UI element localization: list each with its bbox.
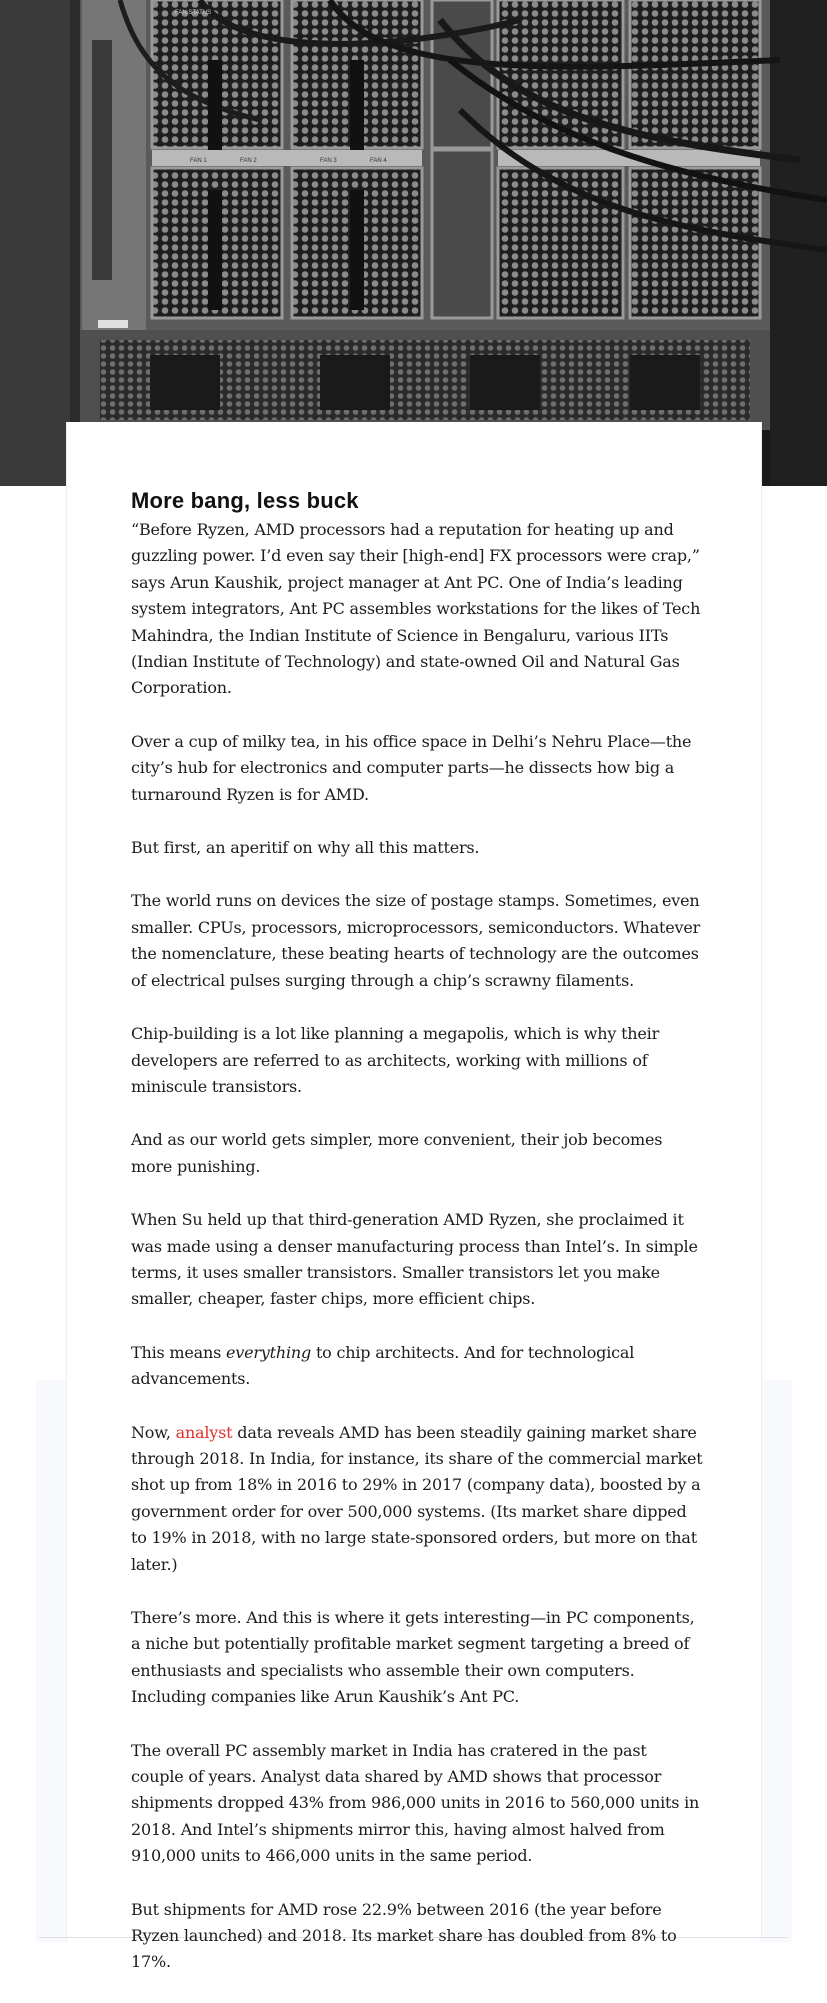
- paragraph-9-text-a: Now,: [131, 1422, 176, 1442]
- fan-label-2: FAN 2: [240, 158, 257, 164]
- fan-label-1: FAN 1: [190, 158, 207, 164]
- paragraph-11: The overall PC assembly market in India has cratered in the past couple of years. Analyst data shared by AMD shows that processor shipments dropped 43% from 986,000 units in 2016 to 560,000 units in 2018. And Intel’s shipments mirror this, having almost halved from 910,000 units to 466,000 units in the same period.: [131, 1740, 700, 1866]
- paragraph-8: [131, 1340, 703, 1393]
- paragraph-12: But shipments for AMD rose 22.9% between 2016 (the year before Ryzen launched) and 2018. Its market share has doubled from 8% to 17%.: [131, 1899, 677, 1972]
- paragraph-5: Chip-building is a lot like planning a megapolis, which is why their developers are referred to as architects, working with millions of miniscule transistors.: [131, 1024, 660, 1096]
- paragraph-6: And as our world gets simpler, more convenient, their job becomes more punishing.: [131, 1130, 663, 1176]
- server-rack-photo: [0, 0, 827, 486]
- analyst-link[interactable]: analyst: [175, 1422, 233, 1442]
- section-heading: More bang, less buck: [131, 488, 359, 513]
- article-body: [131, 486, 703, 2003]
- paragraph-8-emphasis: everything: [225, 1342, 312, 1362]
- paragraph-4: The world runs on devices the size of postage stamps. Sometimes, even smaller. CPUs, processors, microprocessors, semiconductors. Whatever the nomenclature, these beating hearts of technology are the outcomes of electrical pulses surging through a chip’s scrawny filaments.: [131, 891, 701, 990]
- paragraph-1: “Before Ryzen, AMD processors had a reputation for heating up and guzzling power. I’d even say their [high-end] FX processors were crap,” says Arun Kaushik, project manager at Ant PC. One of India’s leading system integrators, Ant PC assembles workstations for the likes of Tech Mahindra, the Indian Institute of Science in Bengaluru, various IITs (Indian Institute of Technology) and state-owned Oil and Natural Gas Corporation.: [131, 520, 701, 698]
- paragraph-7: When Su held up that third-generation AMD Ryzen, she proclaimed it was made using a denser manufacturing process than Intel’s. In simple terms, it uses smaller transistors. Smaller transistors let you make smaller, cheaper, faster chips, more efficient chips.: [131, 1210, 698, 1309]
- fan-label-4: FAN 4: [370, 158, 387, 164]
- paragraph-9-text-b: data reveals AMD has been steadily gaining market share through 2018. In India, for instance, its share of the commercial market shot up from 18% in 2016 to 29% in 2017 (company data), boosted by a government order for over 500,000 systems. (Its market share dipped to 19% in 2018, with no large state-sponsored orders, but more on that later.): [131, 1422, 703, 1574]
- paragraph-10: There’s more. And this is where it gets interesting—in PC components, a niche but potentially profitable market segment targeting a breed of enthusiasts and specialists who assemble their own computers. Including companies like Arun Kaushik’s Ant PC.: [131, 1608, 695, 1707]
- paragraph-8-text-a: This means: [131, 1342, 226, 1362]
- paragraph-2: Over a cup of milky tea, in his office space in Delhi’s Nehru Place—the city’s hub for electronics and computer parts—he dissects how big a turnaround Ryzen is for AMD.: [131, 731, 692, 804]
- hero-image: [0, 0, 827, 486]
- fan-label-3: FAN 3: [320, 158, 337, 164]
- paragraph-9: [131, 1420, 703, 1578]
- fan-status-label: FAN STATUS: [175, 10, 212, 16]
- paragraph-8-text-b: to chip architects. And for technological advancements.: [131, 1342, 635, 1389]
- paragraph-3: But first, an aperitif on why all this matters.: [131, 838, 480, 858]
